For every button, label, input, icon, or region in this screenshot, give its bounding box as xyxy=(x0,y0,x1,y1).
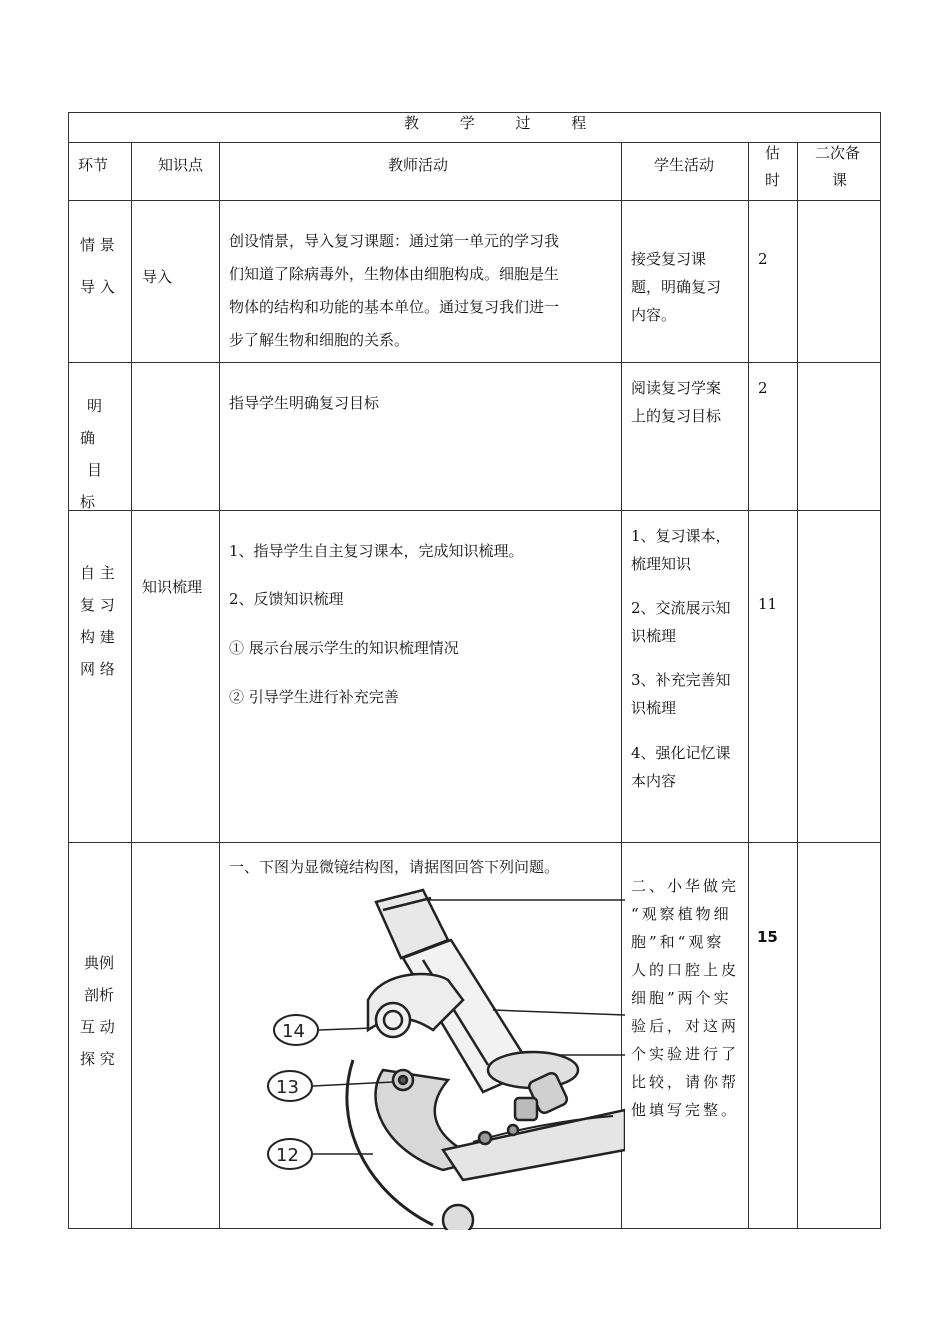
header-stage: 环节 xyxy=(78,156,109,174)
col-divider-1 xyxy=(131,142,132,1229)
row2-stage-line3: 目 xyxy=(87,461,103,479)
row3-student-line6: 识梳理 xyxy=(631,699,677,717)
row4-student-line2: “观察植物细 xyxy=(631,905,732,923)
row3-teacher-line1: 1、指导学生自主复习课本，完成知识梳理。 xyxy=(229,542,524,560)
row2-divider xyxy=(68,510,881,511)
figure-label-13: 13 xyxy=(276,1077,299,1098)
col-divider-2 xyxy=(219,142,220,1229)
row3-teacher-line4: ② 引导学生进行补充完善 xyxy=(229,688,399,706)
row3-stage-line1: 自 主 xyxy=(80,564,115,582)
row1-stage-line1: 情 景 xyxy=(80,236,115,254)
row4-stage-line1: 典例 xyxy=(84,954,115,972)
row3-student-line5: 3、补充完善知 xyxy=(631,671,731,689)
header-teacher-activity: 教师活动 xyxy=(388,156,449,174)
row1-divider xyxy=(68,362,881,363)
row1-teacher-line2: 们知道了除病毒外，生物体由细胞构成。细胞是生 xyxy=(229,265,560,283)
row4-student-line3: 胞”和“观察 xyxy=(631,933,725,951)
row4-student-line4: 人的口腔上皮 xyxy=(631,961,740,979)
title-row-divider xyxy=(68,142,881,143)
table-title: 教 学 过 程 xyxy=(404,114,605,132)
row4-stage-line2: 剖析 xyxy=(84,986,115,1004)
row3-time: 11 xyxy=(758,595,778,613)
row1-student-line2: 题，明确复习 xyxy=(631,278,722,296)
row1-teacher-line4: 步了解生物和细胞的关系。 xyxy=(229,331,410,349)
row1-student-line1: 接受复习课 xyxy=(631,250,707,268)
table-left-border xyxy=(68,112,69,1229)
row4-stage-line4: 探 究 xyxy=(80,1050,115,1068)
row3-teacher-line2: 2、反馈知识梳理 xyxy=(229,590,344,608)
header-knowledge: 知识点 xyxy=(158,156,204,174)
row3-student-line8: 本内容 xyxy=(631,772,677,790)
row4-time: 15 xyxy=(757,928,778,946)
figure-label-14: 14 xyxy=(282,1021,305,1042)
row3-knowledge: 知识梳理 xyxy=(142,578,203,596)
row1-teacher-line1: 创设情景，导入复习课题：通过第一单元的学习我 xyxy=(229,232,560,250)
header-row-divider xyxy=(68,200,881,201)
row2-student-line2: 上的复习目标 xyxy=(631,407,722,425)
row4-student-line5: 细胞”两个实 xyxy=(631,989,732,1007)
col-divider-5 xyxy=(797,142,798,1229)
row4-student-line1: 二、小华做完 xyxy=(631,877,740,895)
row1-time: 2 xyxy=(758,250,768,268)
row2-stage-line1: 明 xyxy=(87,397,103,415)
row3-student-line4: 识梳理 xyxy=(631,627,677,645)
row4-teacher-line1: 一、下图为显微镜结构图，请据图回答下列问题。 xyxy=(229,858,560,876)
row1-student-line3: 内容。 xyxy=(631,306,677,324)
row3-stage-line4: 网 络 xyxy=(80,660,115,678)
row4-student-line7: 个实验进行了 xyxy=(631,1045,740,1063)
row3-stage-line3: 构 建 xyxy=(80,628,115,646)
row2-stage-line2: 确 xyxy=(80,429,96,447)
header-student-activity: 学生活动 xyxy=(654,156,715,174)
figure-label-12: 12 xyxy=(276,1145,299,1166)
row3-student-line3: 2、交流展示知 xyxy=(631,599,731,617)
row3-student-line7: 4、强化记忆课 xyxy=(631,744,731,762)
row2-stage-line4: 标 xyxy=(80,493,96,511)
header-notes-line1: 二次备 xyxy=(815,144,861,162)
col-divider-4 xyxy=(748,142,749,1229)
row1-teacher-line3: 物体的结构和功能的基本单位。通过复习我们进一 xyxy=(229,298,560,316)
row3-teacher-line3: ① 展示台展示学生的知识梳理情况 xyxy=(229,639,459,657)
microscope-drawing xyxy=(233,880,625,1230)
row3-stage-line2: 复 习 xyxy=(80,596,115,614)
table-right-border xyxy=(880,112,881,1229)
row2-time: 2 xyxy=(758,379,768,397)
row4-student-line8: 比较，请你帮 xyxy=(631,1073,740,1091)
header-notes-line2: 课 xyxy=(832,171,848,189)
header-time-line2: 时 xyxy=(765,171,781,189)
row3-divider xyxy=(68,842,881,843)
row4-student-line6: 验后，对这两 xyxy=(631,1017,740,1035)
row1-stage-line2: 导 入 xyxy=(80,278,115,296)
row1-knowledge: 导入 xyxy=(142,268,173,286)
row2-teacher-line1: 指导学生明确复习目标 xyxy=(229,394,380,412)
row4-stage-line3: 互 动 xyxy=(80,1018,115,1036)
row3-student-line2: 梳理知识 xyxy=(631,555,692,573)
microscope-figure xyxy=(233,880,625,1230)
row2-student-line1: 阅读复习学案 xyxy=(631,379,722,397)
row3-student-line1: 1、复习课本， xyxy=(631,527,731,545)
row4-student-line9: 他填写完整。 xyxy=(631,1101,740,1119)
header-time-line1: 估 xyxy=(765,144,781,162)
